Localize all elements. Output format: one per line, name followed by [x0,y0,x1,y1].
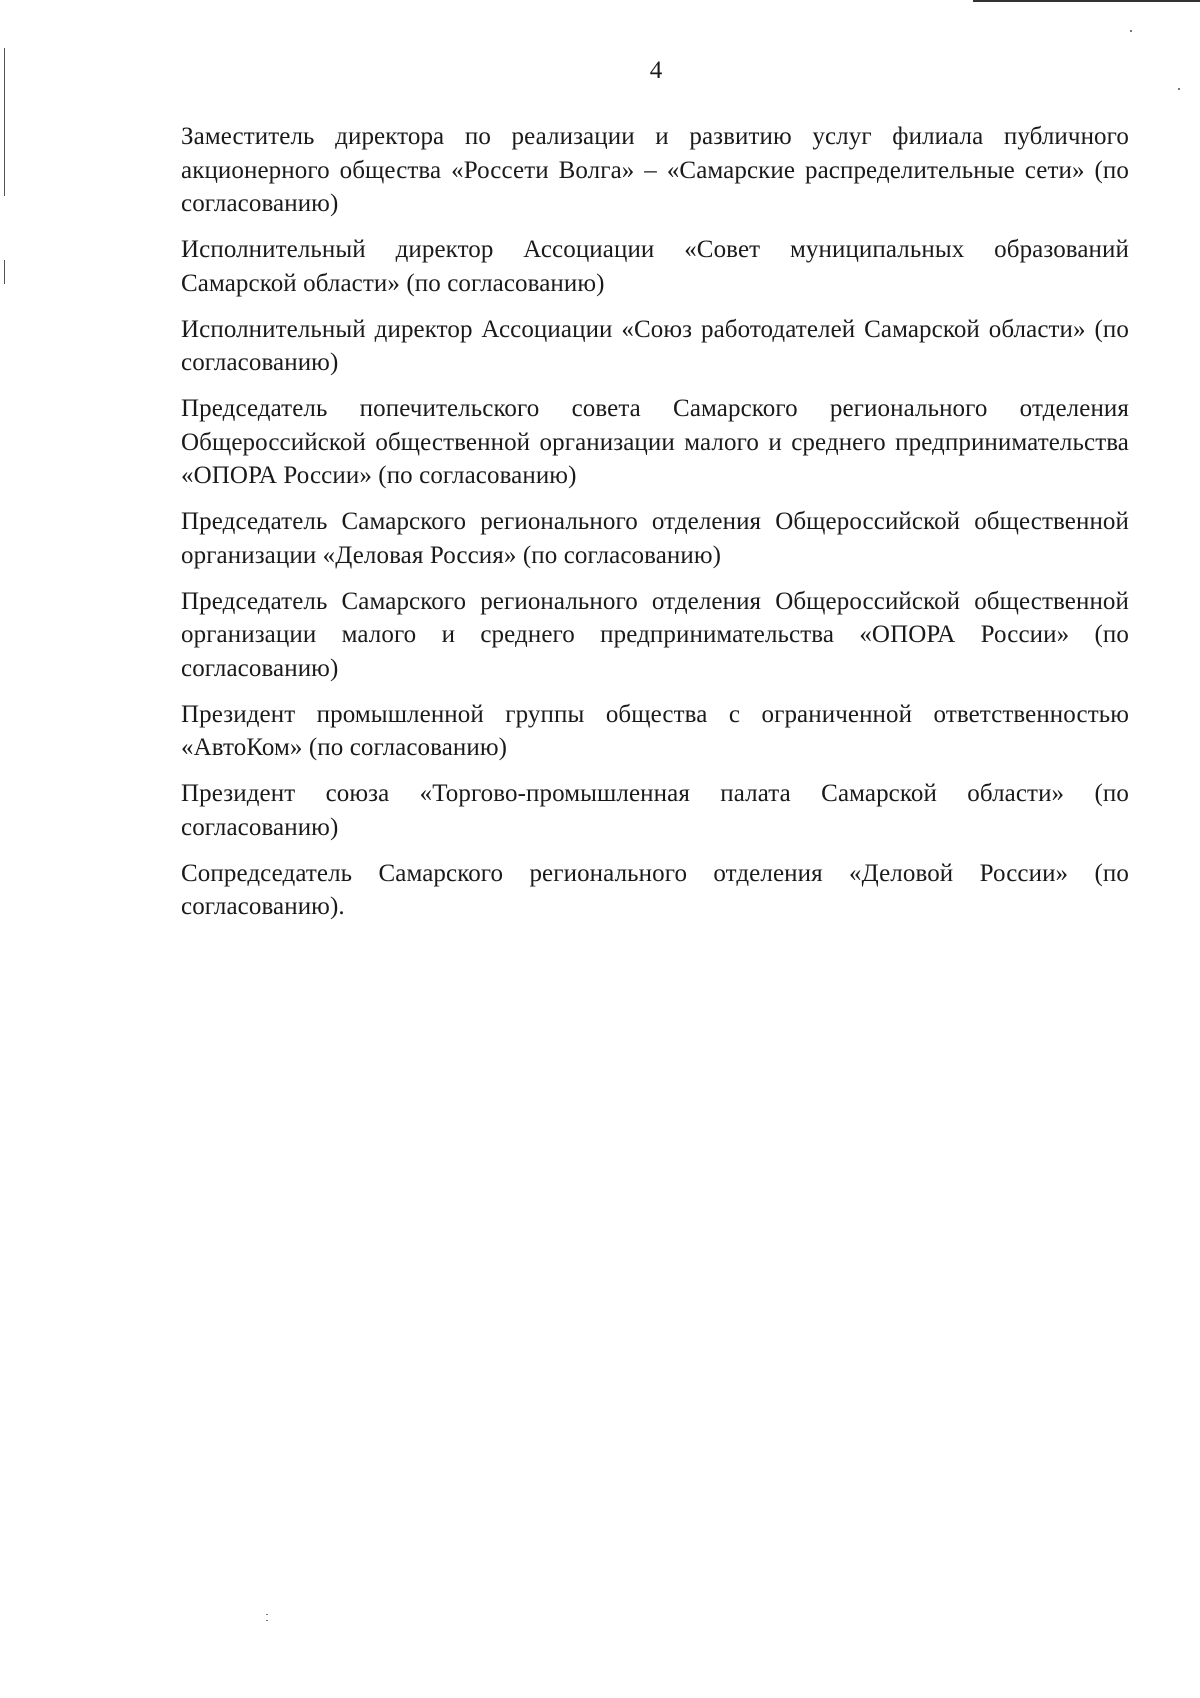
member-entry: Исполнительный директор Ассоциации «Совет муниципальных образований Самарской области» (по согласованию) [181,236,1129,297]
scan-speck [1130,30,1132,32]
member-entry: Председатель попечительского совета Самарского регионального отделения Общероссийской общественной организации малого и среднего предпринимательства «ОПОРА России» (по согласованию) [181,395,1129,489]
scan-edge-line [973,0,1200,2]
member-entry: Исполнительный директор Ассоциации «Союз работодателей Самарской области» (по согласованию) [181,315,1129,376]
scan-speck [266,1614,268,1615]
page-number: 4 [649,57,663,84]
scan-speck [1178,88,1180,90]
member-list [181,120,1129,936]
scan-speck [266,1620,268,1621]
member-entry: Заместитель директора по реализации и развитию услуг филиала публичного акционерного общества «Россети Волга» – «Самарские распределительные сети» (по согласованию) [181,123,1129,217]
scan-margin-mark [4,260,5,284]
member-entry: Президент союза «Торгово-промышленная палата Самарской области» (по согласованию) [181,780,1129,841]
member-entry: Председатель Самарского регионального отделения Общероссийской общественной организации «Деловая Россия» (по согласованию) [181,508,1129,569]
member-entry: Сопредседатель Самарского регионального отделения «Деловой России» (по согласованию). [181,859,1129,920]
member-entry: Президент промышленной группы общества с ограниченной ответственностью «АвтоКом» (по согласованию) [181,700,1129,761]
member-entry: Председатель Самарского регионального отделения Общероссийской общественной организации малого и среднего предпринимательства «ОПОРА России» (по согласованию) [181,587,1129,682]
